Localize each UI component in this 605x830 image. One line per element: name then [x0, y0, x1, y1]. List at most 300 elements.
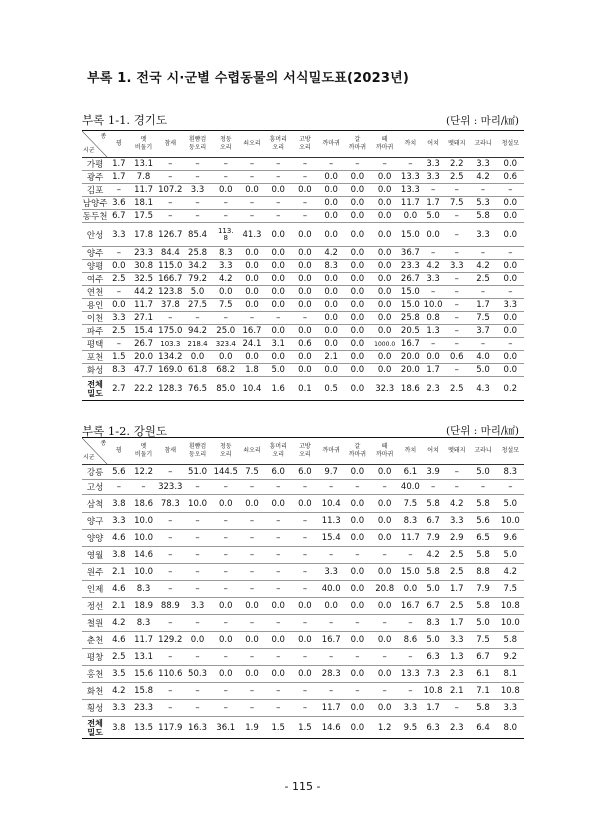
- density-value: 10.0: [497, 513, 524, 530]
- density-value: 323.3: [158, 480, 183, 495]
- density-value: 107.2: [158, 185, 183, 195]
- region-name: 양양: [82, 530, 108, 547]
- density-value: 0.0: [239, 299, 264, 312]
- density-value: 0.0: [371, 260, 399, 273]
- density-value: 40.0: [318, 581, 344, 598]
- density-value: 0.0: [371, 299, 399, 312]
- density-value: –: [265, 564, 292, 581]
- density-value: –: [318, 615, 344, 632]
- density-value: –: [344, 480, 370, 495]
- density-value: –: [292, 210, 318, 223]
- density-value: –: [239, 530, 264, 547]
- density-value: –: [158, 465, 183, 480]
- density-value: 9.5: [399, 717, 422, 739]
- density-value: –: [108, 480, 129, 495]
- density-value: 0.0: [212, 666, 239, 683]
- density-value: 47.7: [129, 364, 157, 377]
- column-header: 멧 비둘기: [129, 438, 157, 465]
- density-value: –: [108, 184, 129, 197]
- region-name: 인제: [82, 581, 108, 598]
- density-value: 17.8: [129, 223, 157, 247]
- density-value: –: [265, 683, 292, 700]
- density-value: 14.6: [318, 717, 344, 739]
- density-value: 13.5: [129, 717, 157, 739]
- density-value: –: [183, 547, 212, 564]
- density-value: 3.1: [265, 338, 292, 351]
- density-value: 3.3: [108, 700, 129, 717]
- density-value: 8.3: [212, 247, 239, 260]
- column-header: 흰뺨검 둥오리: [183, 131, 212, 158]
- table-row: [82, 312, 524, 325]
- column-header: 고라니: [469, 438, 496, 465]
- density-value: –: [497, 286, 524, 299]
- region-name: 고성: [82, 480, 108, 495]
- density-value: –: [239, 700, 264, 717]
- density-value: –: [265, 581, 292, 598]
- column-header: 쇠오리: [239, 438, 264, 465]
- density-value: 17.5: [129, 210, 157, 223]
- density-value: 68.2: [212, 364, 239, 377]
- density-value: –: [239, 649, 264, 666]
- density-value: 4.2: [108, 683, 129, 700]
- density-value: –: [444, 184, 469, 197]
- density-value: 0.0: [318, 171, 344, 184]
- density-value: 5.0: [469, 615, 496, 632]
- density-value: –: [469, 286, 496, 299]
- density-value: –: [371, 547, 399, 564]
- density-value: –: [344, 615, 370, 632]
- density-value: –: [265, 171, 292, 184]
- density-value: –: [183, 171, 212, 184]
- density-value: 0.0: [239, 260, 264, 273]
- density-value: –: [422, 338, 444, 351]
- density-value: 123.8: [158, 287, 183, 297]
- density-value: 13.3: [399, 666, 422, 683]
- density-value: 0.0: [292, 247, 318, 260]
- density-value: 0.0: [318, 325, 344, 338]
- column-header: 까마귀: [318, 131, 344, 158]
- density-value: –: [183, 480, 212, 495]
- density-value: –: [444, 480, 469, 495]
- density-value: –: [239, 480, 264, 495]
- density-value: 0.0: [318, 210, 344, 223]
- density-value: 1.6: [265, 377, 292, 401]
- density-value: –: [292, 312, 318, 325]
- density-value: 4.2: [444, 495, 469, 513]
- density-value: 134.2: [158, 352, 183, 362]
- density-value: 26.7: [129, 338, 157, 351]
- density-value: –: [292, 480, 318, 495]
- table-1-subtitle: 부록 1-1. 경기도: [82, 113, 168, 127]
- density-value: 0.0: [344, 223, 370, 247]
- density-value: –: [212, 581, 239, 598]
- density-value: 0.0: [344, 465, 370, 480]
- region-name: 동두천: [82, 210, 108, 223]
- column-header: 흰뺨검 둥오리: [183, 438, 212, 465]
- density-value: –: [422, 286, 444, 299]
- density-value: 41.3: [239, 223, 264, 247]
- density-value: 11.7: [129, 299, 157, 312]
- density-value: –: [239, 171, 264, 184]
- density-value: 8.0: [497, 717, 524, 739]
- density-value: 0.0: [265, 247, 292, 260]
- density-value: –: [371, 649, 399, 666]
- density-value: –: [444, 465, 469, 480]
- density-value: 0.0: [344, 260, 370, 273]
- total-row: [82, 377, 524, 401]
- density-value: 0.0: [292, 364, 318, 377]
- column-header: 떼 까마귀: [371, 131, 399, 158]
- density-value: 27.1: [129, 312, 157, 325]
- density-value: 5.0: [183, 286, 212, 299]
- density-value: 175.0: [158, 326, 183, 336]
- density-value: 0.0: [292, 223, 318, 247]
- density-value: 20.5: [399, 325, 422, 338]
- density-value: –: [239, 564, 264, 581]
- density-value: –: [212, 649, 239, 666]
- density-value: 3.3: [469, 223, 496, 247]
- density-value: 8.3: [108, 364, 129, 377]
- table-1-unit: (단위 : 마리/㎢): [445, 115, 519, 127]
- density-value: 10.8: [497, 683, 524, 700]
- density-value: 2.5: [108, 325, 129, 338]
- density-value: –: [444, 247, 469, 260]
- density-value: 166.7: [158, 274, 183, 284]
- density-value: –: [469, 184, 496, 197]
- density-value: –: [444, 286, 469, 299]
- density-value: 0.0: [318, 338, 344, 351]
- density-value: 11.7: [129, 184, 157, 197]
- density-value: –: [183, 513, 212, 530]
- density-value: 0.0: [422, 223, 444, 247]
- density-value: 0.0: [344, 338, 370, 351]
- column-header: 떼 까마귀: [371, 438, 399, 465]
- density-value: 8.1: [497, 666, 524, 683]
- density-value: –: [371, 480, 399, 495]
- density-value: –: [469, 480, 496, 495]
- density-value: 1.5: [292, 717, 318, 739]
- density-value: –: [239, 513, 264, 530]
- density-value: 0.0: [344, 530, 370, 547]
- density-value: –: [239, 210, 264, 223]
- table-row: [82, 581, 524, 598]
- density-value: 0.0: [371, 197, 399, 210]
- density-value: 5.8: [497, 632, 524, 649]
- density-value: –: [158, 649, 183, 666]
- density-value: –: [399, 615, 422, 632]
- density-value: 18.6: [129, 495, 157, 513]
- table-row: [82, 683, 524, 700]
- density-value: –: [399, 649, 422, 666]
- density-value: 7.5: [399, 495, 422, 513]
- total-row: [82, 717, 524, 739]
- region-name: 춘천: [82, 632, 108, 649]
- density-value: 1000.0: [371, 338, 399, 351]
- density-value: 22.2: [129, 377, 157, 401]
- table-row: [82, 480, 524, 495]
- table-row: [82, 260, 524, 273]
- density-value: 16.7: [399, 338, 422, 351]
- density-value: 0.0: [239, 495, 264, 513]
- column-header: 꿩: [108, 438, 129, 465]
- density-value: 6.5: [469, 530, 496, 547]
- density-value: 2.2: [444, 158, 469, 171]
- density-value: –: [422, 247, 444, 260]
- density-value: 0.0: [239, 286, 264, 299]
- density-value: 0.0: [344, 197, 370, 210]
- density-value: 0.0: [371, 210, 399, 223]
- page-title: 부록 1. 전국 시·군별 수렵동물의 서식밀도표(2023년): [87, 71, 410, 86]
- density-value: 3.3: [318, 564, 344, 581]
- density-value: 3.8: [108, 547, 129, 564]
- density-value: –: [318, 649, 344, 666]
- density-value: 18.9: [129, 598, 157, 615]
- density-value: 0.0: [265, 223, 292, 247]
- density-value: 0.1: [292, 377, 318, 401]
- density-value: 32.3: [371, 377, 399, 401]
- density-value: 84.4: [158, 247, 183, 260]
- density-value: 3.8: [108, 495, 129, 513]
- table-row: [82, 273, 524, 286]
- density-value: 0.0: [265, 632, 292, 649]
- density-value: –: [399, 683, 422, 700]
- density-value: 1.7: [422, 197, 444, 210]
- density-value: 5.8: [422, 495, 444, 513]
- density-value: –: [292, 649, 318, 666]
- density-value: 0.0: [344, 286, 370, 299]
- density-value: 16.7: [239, 325, 264, 338]
- density-value: –: [444, 700, 469, 717]
- density-value: 4.2: [108, 615, 129, 632]
- density-value: 3.6: [108, 197, 129, 210]
- density-value: 1.7: [469, 299, 496, 312]
- density-value: 0.0: [108, 299, 129, 312]
- density-value: 3.3: [108, 223, 129, 247]
- density-value: 78.3: [158, 495, 183, 513]
- density-value: 40.0: [399, 480, 422, 495]
- density-value: 10.8: [497, 598, 524, 615]
- density-value: –: [292, 547, 318, 564]
- density-value: 10.0: [183, 495, 212, 513]
- density-value: –: [108, 286, 129, 299]
- density-value: 0.0: [239, 666, 264, 683]
- density-value: 0.0: [371, 184, 399, 197]
- density-value: 5.8: [469, 700, 496, 717]
- density-value: 88.9: [158, 598, 183, 615]
- density-value: 8.3: [422, 615, 444, 632]
- density-value: 0.0: [344, 495, 370, 513]
- density-value: –: [183, 197, 212, 210]
- density-value: 0.0: [371, 530, 399, 547]
- density-value: –: [444, 364, 469, 377]
- table-row: [82, 338, 524, 351]
- density-value: 5.3: [469, 197, 496, 210]
- density-value: –: [239, 312, 264, 325]
- density-value: 10.4: [318, 495, 344, 513]
- density-value: 0.0: [212, 351, 239, 364]
- density-value: 0.6: [292, 338, 318, 351]
- density-value: –: [318, 480, 344, 495]
- density-value: 1.3: [422, 325, 444, 338]
- density-value: 8.3: [399, 513, 422, 530]
- density-value: 3.3: [183, 184, 212, 197]
- density-value: 0.0: [371, 564, 399, 581]
- density-value: –: [239, 615, 264, 632]
- column-header: 갈 까마귀: [344, 131, 370, 158]
- density-value: 0.0: [371, 351, 399, 364]
- density-value: –: [344, 547, 370, 564]
- density-value: –: [239, 158, 264, 171]
- table-row: [82, 184, 524, 197]
- density-value: 2.7: [108, 377, 129, 401]
- table-row: [82, 158, 524, 171]
- density-value: 3.3: [444, 632, 469, 649]
- density-value: 0.0: [265, 286, 292, 299]
- density-value: 1.9: [239, 717, 264, 739]
- density-value: –: [158, 158, 183, 171]
- density-value: 0.0: [183, 351, 212, 364]
- density-value: 5.8: [469, 495, 496, 513]
- density-value: –: [183, 210, 212, 223]
- density-value: 0.0: [265, 299, 292, 312]
- density-value: 6.7: [422, 598, 444, 615]
- density-value: –: [497, 184, 524, 197]
- density-value: 20.8: [371, 581, 399, 598]
- region-name: 파주: [82, 325, 108, 338]
- density-value: 103.3: [158, 338, 183, 351]
- density-value: –: [444, 299, 469, 312]
- density-value: 0.0: [108, 260, 129, 273]
- density-value: 0.0: [497, 351, 524, 364]
- density-value: –: [399, 158, 422, 171]
- density-value: –: [399, 547, 422, 564]
- density-value: 50.3: [183, 666, 212, 683]
- density-value: –: [158, 171, 183, 184]
- density-value: –: [292, 564, 318, 581]
- density-value: 15.8: [129, 683, 157, 700]
- density-value: 6.4: [469, 717, 496, 739]
- density-value: –: [158, 700, 183, 717]
- density-value: 0.0: [265, 260, 292, 273]
- density-value: 3.5: [108, 666, 129, 683]
- density-value: –: [212, 683, 239, 700]
- density-value: 25.0: [212, 325, 239, 338]
- density-value: 8.6: [399, 632, 422, 649]
- density-value: –: [265, 197, 292, 210]
- density-value: 13.3: [399, 184, 422, 197]
- density-value: 1.7: [422, 364, 444, 377]
- density-value: 3.3: [108, 513, 129, 530]
- table-row: [82, 325, 524, 338]
- density-value: 0.0: [371, 171, 399, 184]
- density-value: –: [265, 649, 292, 666]
- density-value: 144.5: [212, 465, 239, 480]
- density-value: 5.0: [422, 210, 444, 223]
- density-value: –: [497, 480, 524, 495]
- density-value: 0.0: [371, 325, 399, 338]
- region-name: 양구: [82, 513, 108, 530]
- density-value: 23.3: [399, 260, 422, 273]
- density-value: –: [292, 700, 318, 717]
- density-value: 0.0: [318, 286, 344, 299]
- region-name: 강릉: [82, 465, 108, 480]
- density-value: 7.5: [212, 299, 239, 312]
- column-header: 흥머리 오리: [265, 438, 292, 465]
- density-value: 169.0: [158, 365, 183, 375]
- density-value: 0.0: [212, 598, 239, 615]
- density-value: 2.5: [108, 273, 129, 286]
- density-value: 0.0: [497, 158, 524, 171]
- density-value: 5.6: [108, 465, 129, 480]
- density-value: 2.3: [444, 666, 469, 683]
- density-value: 2.5: [444, 564, 469, 581]
- density-value: 6.1: [399, 465, 422, 480]
- density-value: 5.0: [422, 632, 444, 649]
- density-value: 0.0: [344, 312, 370, 325]
- density-value: 0.0: [344, 351, 370, 364]
- density-value: 94.2: [183, 325, 212, 338]
- density-value: 2.5: [469, 273, 496, 286]
- density-value: –: [265, 513, 292, 530]
- density-value: 11.3: [318, 513, 344, 530]
- density-value: 5.0: [497, 547, 524, 564]
- density-value: 15.0: [399, 286, 422, 299]
- density-value: 5.8: [422, 564, 444, 581]
- region-name: 화성: [82, 364, 108, 377]
- density-value: 61.8: [183, 364, 212, 377]
- density-value: 1.8: [239, 364, 264, 377]
- density-value: 3.3: [422, 158, 444, 171]
- density-value: –: [212, 480, 239, 495]
- region-name: 전체 밀도: [82, 377, 108, 401]
- density-value: –: [265, 210, 292, 223]
- table-row: [82, 197, 524, 210]
- density-value: –: [292, 683, 318, 700]
- density-value: 3.3: [212, 260, 239, 273]
- density-value: 2.1: [444, 683, 469, 700]
- density-value: 4.6: [108, 581, 129, 598]
- density-value: 113. 8: [212, 223, 239, 247]
- density-value: 0.0: [344, 364, 370, 377]
- density-value: 0.0: [344, 325, 370, 338]
- density-value: 0.0: [371, 666, 399, 683]
- density-value: 126.7: [158, 223, 183, 247]
- density-value: 0.0: [497, 325, 524, 338]
- density-value: 20.0: [399, 351, 422, 364]
- density-value: 1.7: [108, 171, 129, 184]
- density-value: 10.4: [239, 377, 264, 401]
- density-value: 0.0: [344, 377, 370, 401]
- density-value: –: [183, 615, 212, 632]
- density-value: 2.5: [108, 649, 129, 666]
- density-value: 0.0: [292, 495, 318, 513]
- column-header: 참새: [158, 438, 183, 465]
- density-value: 0.0: [318, 184, 344, 197]
- density-value: 0.0: [239, 632, 264, 649]
- density-table-gangwon: [82, 437, 524, 739]
- density-value: 0.0: [344, 273, 370, 286]
- density-value: 18.6: [399, 377, 422, 401]
- density-value: –: [292, 581, 318, 598]
- density-value: 0.0: [265, 495, 292, 513]
- density-value: 5.8: [469, 598, 496, 615]
- density-value: –: [344, 683, 370, 700]
- density-value: 13.1: [129, 649, 157, 666]
- density-value: 10.8: [422, 683, 444, 700]
- column-header: 청설모: [497, 438, 524, 465]
- density-value: 0.0: [265, 325, 292, 338]
- density-value: –: [292, 513, 318, 530]
